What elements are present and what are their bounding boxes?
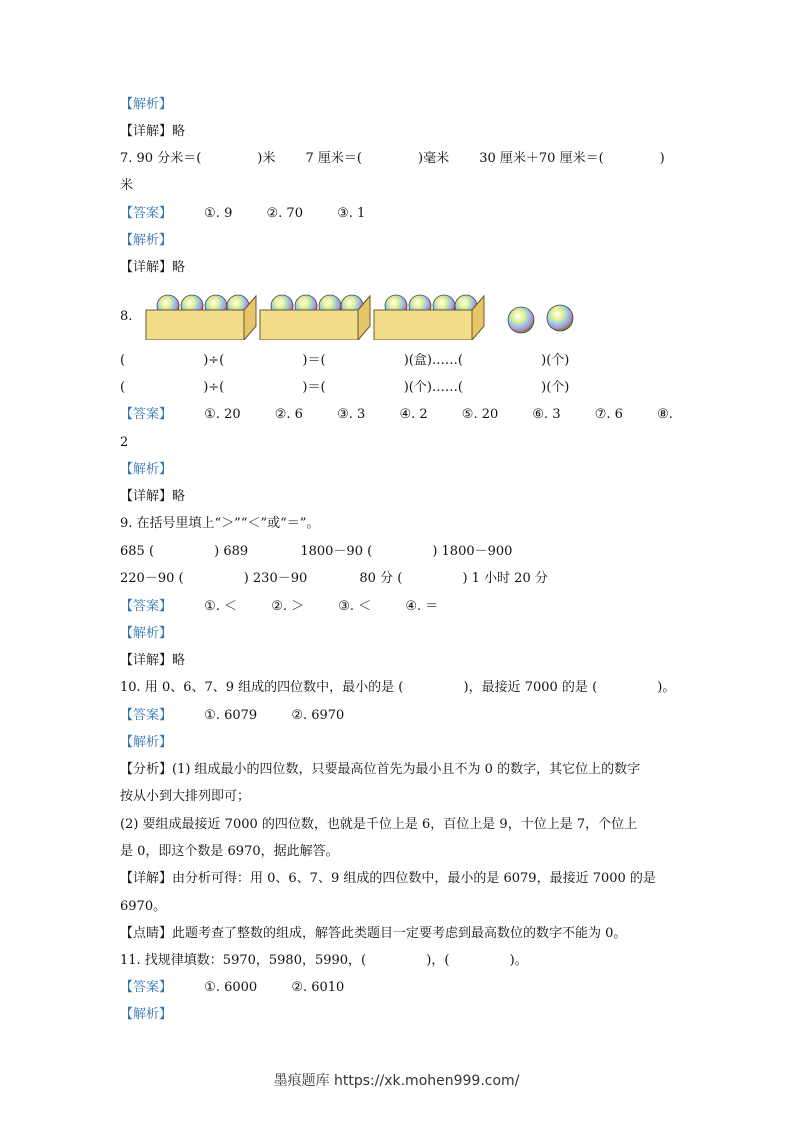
answer-7: 【答案】 ①. 9 ②. 70 ③. 1	[120, 206, 366, 221]
detail-text: 6970。	[120, 899, 167, 914]
detail-line: 【详解】略	[120, 260, 186, 275]
answer-8: 【答案】 ①. 20 ②. 6 ③. 3 ④. 2 ⑤. 20 ⑥. 3 ⑦. 6 ⑧.	[120, 407, 673, 422]
ball-box-icon	[260, 295, 370, 340]
question-8-row-1: ( )÷( )＝( )(盒)……( )(个)	[120, 353, 570, 368]
answer-9: 【答案】 ①. ＜ ②. ＞ ③. ＜ ④. ＝	[120, 599, 439, 614]
analysis-label: 【解析】	[120, 626, 173, 641]
question-9: 9. 在括号里填上“＞”“＜”或“＝”。	[120, 516, 320, 531]
question-8-row-2: ( )÷( )＝( )(个)……( )(个)	[120, 380, 570, 395]
answer-11: 【答案】 ①. 6000 ②. 6010	[120, 980, 345, 995]
analysis-text: (2) 要组成最接近 7000 的四位数，也就是千位上是 6，百位上是 9，十位上是 7，个位上	[120, 817, 638, 832]
detail-line: 【详解】略	[120, 124, 186, 139]
analysis-label: 【解析】	[120, 735, 173, 750]
question-7-cont: 米	[120, 178, 134, 193]
analysis-label: 【解析】	[120, 97, 173, 112]
analysis-text: 是 0，即这个数是 6970，据此解答。	[120, 844, 339, 859]
analysis-label: 【解析】	[120, 233, 173, 248]
question-8: 8.	[120, 309, 133, 324]
ball-box-icon	[146, 295, 256, 340]
detail-text: 【详解】由分析可得：用 0、6、7、9 组成的四位数中，最小的是 6079，最接近 7000 的是	[120, 871, 656, 886]
question-9-row-1: 685 ( ) 689 1800－90 ( ) 1800－900	[120, 544, 513, 559]
ball-icon	[508, 307, 534, 333]
comment-text: 【点睛】此题考查了整数的组成，解答此类题目一定要考虑到最高数位的数字不能为 0。	[120, 926, 627, 941]
analysis-label: 【解析】	[120, 1007, 173, 1022]
ball-box-icon	[374, 295, 484, 340]
analysis-label: 【解析】	[120, 462, 173, 477]
footer-watermark: 墨痕题库 https://xk.mohen999.com/	[273, 1073, 520, 1089]
question-10: 10. 用 0、6、7、9 组成的四位数中，最小的是 ( )，最接近 7000 的是 ( )。	[120, 680, 676, 695]
answer-10: 【答案】 ①. 6079 ②. 6970	[120, 708, 345, 723]
ball-boxes-illustration	[140, 288, 590, 340]
ball-icon	[547, 305, 573, 331]
detail-line: 【详解】略	[120, 653, 186, 668]
detail-line: 【详解】略	[120, 489, 186, 504]
question-11: 11. 找规律填数：5970，5980，5990，( )，( )。	[120, 953, 528, 968]
analysis-text: 【分析】(1) 组成最小的四位数，只要最高位首先为最小且不为 0 的数字，其它位上的数字	[120, 762, 641, 777]
question-7: 7. 90 分米＝( )米 7 厘米＝( )毫米 30 厘米＋70 厘米＝( )	[120, 151, 665, 166]
question-9-row-2: 220－90 ( ) 230－90 80 分 ( ) 1 小时 20 分	[120, 571, 548, 586]
analysis-text: 按从小到大排列即可；	[120, 789, 251, 804]
answer-8-cont: 2	[120, 435, 129, 450]
